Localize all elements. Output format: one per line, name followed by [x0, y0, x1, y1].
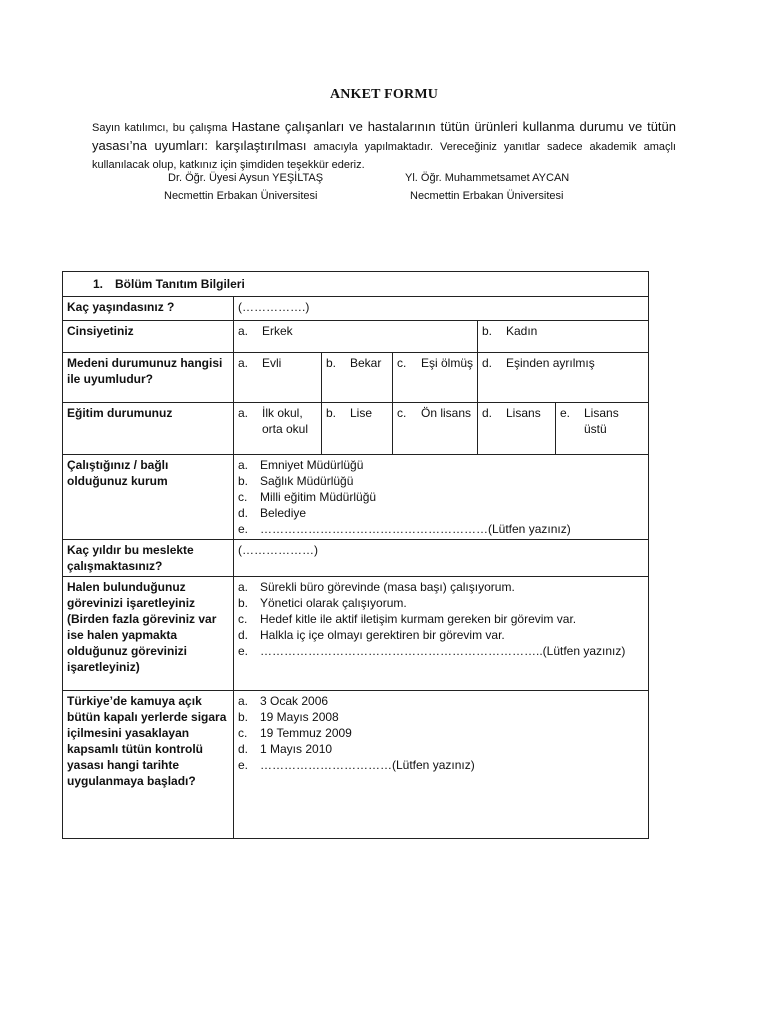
institution-option-b[interactable]: b. Sağlık Müdürlüğü	[238, 474, 354, 488]
institution-option-e[interactable]: e. …………………………………………………(Lütfen yazınız)	[238, 522, 571, 536]
institution-option-d[interactable]: d. Belediye	[238, 506, 307, 520]
law-option-d[interactable]: d. 1 Mayıs 2010	[238, 742, 333, 756]
law-options	[234, 691, 649, 839]
section-header	[63, 272, 649, 297]
years-row	[63, 540, 649, 577]
duty-question: Halen bulunduğunuz görevinizi işaretleyiniz (Birden fazla göreviniz var ise halen yapmakta olduğunuz görevinizi işaretleyiniz)	[63, 577, 234, 691]
law-option-c[interactable]: c. 19 Temmuz 2009	[238, 726, 352, 740]
marital-row	[63, 353, 649, 403]
study-title: Hastane çalışanları ve hastalarının tütün ürünleri kullanma durumu ve tütün yasası’na uyumları: karşılaştırılması	[92, 119, 676, 153]
section-header-row	[63, 272, 649, 297]
section-number: 1.	[93, 277, 104, 291]
section-title: Bölüm Tanıtım Bilgileri	[115, 277, 245, 291]
law-question: Türkiye’de kamuya açık bütün kapalı yerlerde sigara içilmesini yasaklayan kapsamlı tütün kontrolü yasası hangi tarihte uygulanmaya başladı?	[63, 691, 234, 839]
gender-option-b[interactable]: b. Kadın	[478, 321, 649, 353]
intro-paragraph	[92, 118, 676, 174]
gender-option-a[interactable]: a. Erkek	[234, 321, 478, 353]
marital-option-d[interactable]: d. Eşinden ayrılmış	[478, 353, 649, 403]
law-option-a[interactable]: a. 3 Ocak 2006	[238, 694, 329, 708]
education-option-c[interactable]: c. Ön lisans	[393, 403, 478, 455]
author-1-name: Dr. Öğr. Üyesi Aysun YEŞİLTAŞ	[168, 172, 324, 184]
education-question: Eğitim durumunuz	[63, 403, 234, 455]
institution-option-a[interactable]: a. Emniyet Müdürlüğü	[238, 458, 364, 472]
gender-question: Cinsiyetiniz	[63, 321, 234, 353]
education-option-a[interactable]: a. İlk okul, orta okul	[234, 403, 322, 455]
duty-option-e[interactable]: e. ……………………………………………………………..(Lütfen yazınız)	[238, 644, 626, 658]
author-1-university: Necmettin Erbakan Üniversitesi	[164, 190, 318, 202]
years-answer-field[interactable]: (………………)	[234, 540, 649, 577]
duty-option-b[interactable]: b. Yönetici olarak çalışıyorum.	[238, 596, 407, 610]
institution-option-c[interactable]: c. Milli eğitim Müdürlüğü	[238, 490, 377, 504]
duty-option-a[interactable]: a. Sürekli büro görevinde (masa başı) çalışıyorum.	[238, 580, 515, 594]
marital-option-c[interactable]: c. Eşi ölmüş	[393, 353, 478, 403]
duty-row	[63, 577, 649, 691]
intro-text-1: Sayın katılımcı, bu çalışma	[92, 122, 232, 134]
marital-option-a[interactable]: a. Evli	[234, 353, 322, 403]
marital-option-b[interactable]: b. Bekar	[322, 353, 393, 403]
institution-row	[63, 455, 649, 540]
years-question: Kaç yıldır bu meslekte çalışmaktasınız?	[63, 540, 234, 577]
law-option-b[interactable]: b. 19 Mayıs 2008	[238, 710, 339, 724]
gender-row	[63, 321, 649, 353]
marital-question: Medeni durumunuz hangisi ile uyumludur?	[63, 353, 234, 403]
author-2-university: Necmettin Erbakan Üniversitesi	[410, 190, 564, 202]
law-row	[63, 691, 649, 839]
age-question: Kaç yaşındasınız ?	[63, 297, 234, 321]
duty-options	[234, 577, 649, 691]
education-option-d[interactable]: d. Lisans	[478, 403, 556, 455]
education-option-b[interactable]: b. Lise	[322, 403, 393, 455]
survey-table	[62, 271, 649, 839]
institution-question: Çalıştığınız / bağlı olduğunuz kurum	[63, 455, 234, 540]
form-title: ANKET FORMU	[329, 87, 439, 102]
education-row	[63, 403, 649, 455]
law-option-e[interactable]: e. ……………………………(Lütfen yazınız)	[238, 758, 475, 772]
education-option-e[interactable]: e. Lisans üstü	[556, 403, 649, 455]
intro-text-2: amacıyla yapılmaktadır. Vereceğiniz yanıtlar sadece akademik amaçlı kullanılacak olup, katkınız için şimdiden teşekkür ederiz.	[92, 141, 676, 171]
institution-options	[234, 455, 649, 540]
duty-option-c[interactable]: c. Hedef kitle ile aktif iletişim kurmam gereken bir görevim var.	[238, 612, 577, 626]
duty-option-d[interactable]: d. Halkla iç içe olmayı gerektiren bir görevim var.	[238, 628, 505, 642]
age-answer-field[interactable]: (…………….)	[234, 297, 649, 321]
age-row	[63, 297, 649, 321]
author-2-name: Yl. Öğr. Muhammetsamet AYCAN	[405, 172, 570, 184]
